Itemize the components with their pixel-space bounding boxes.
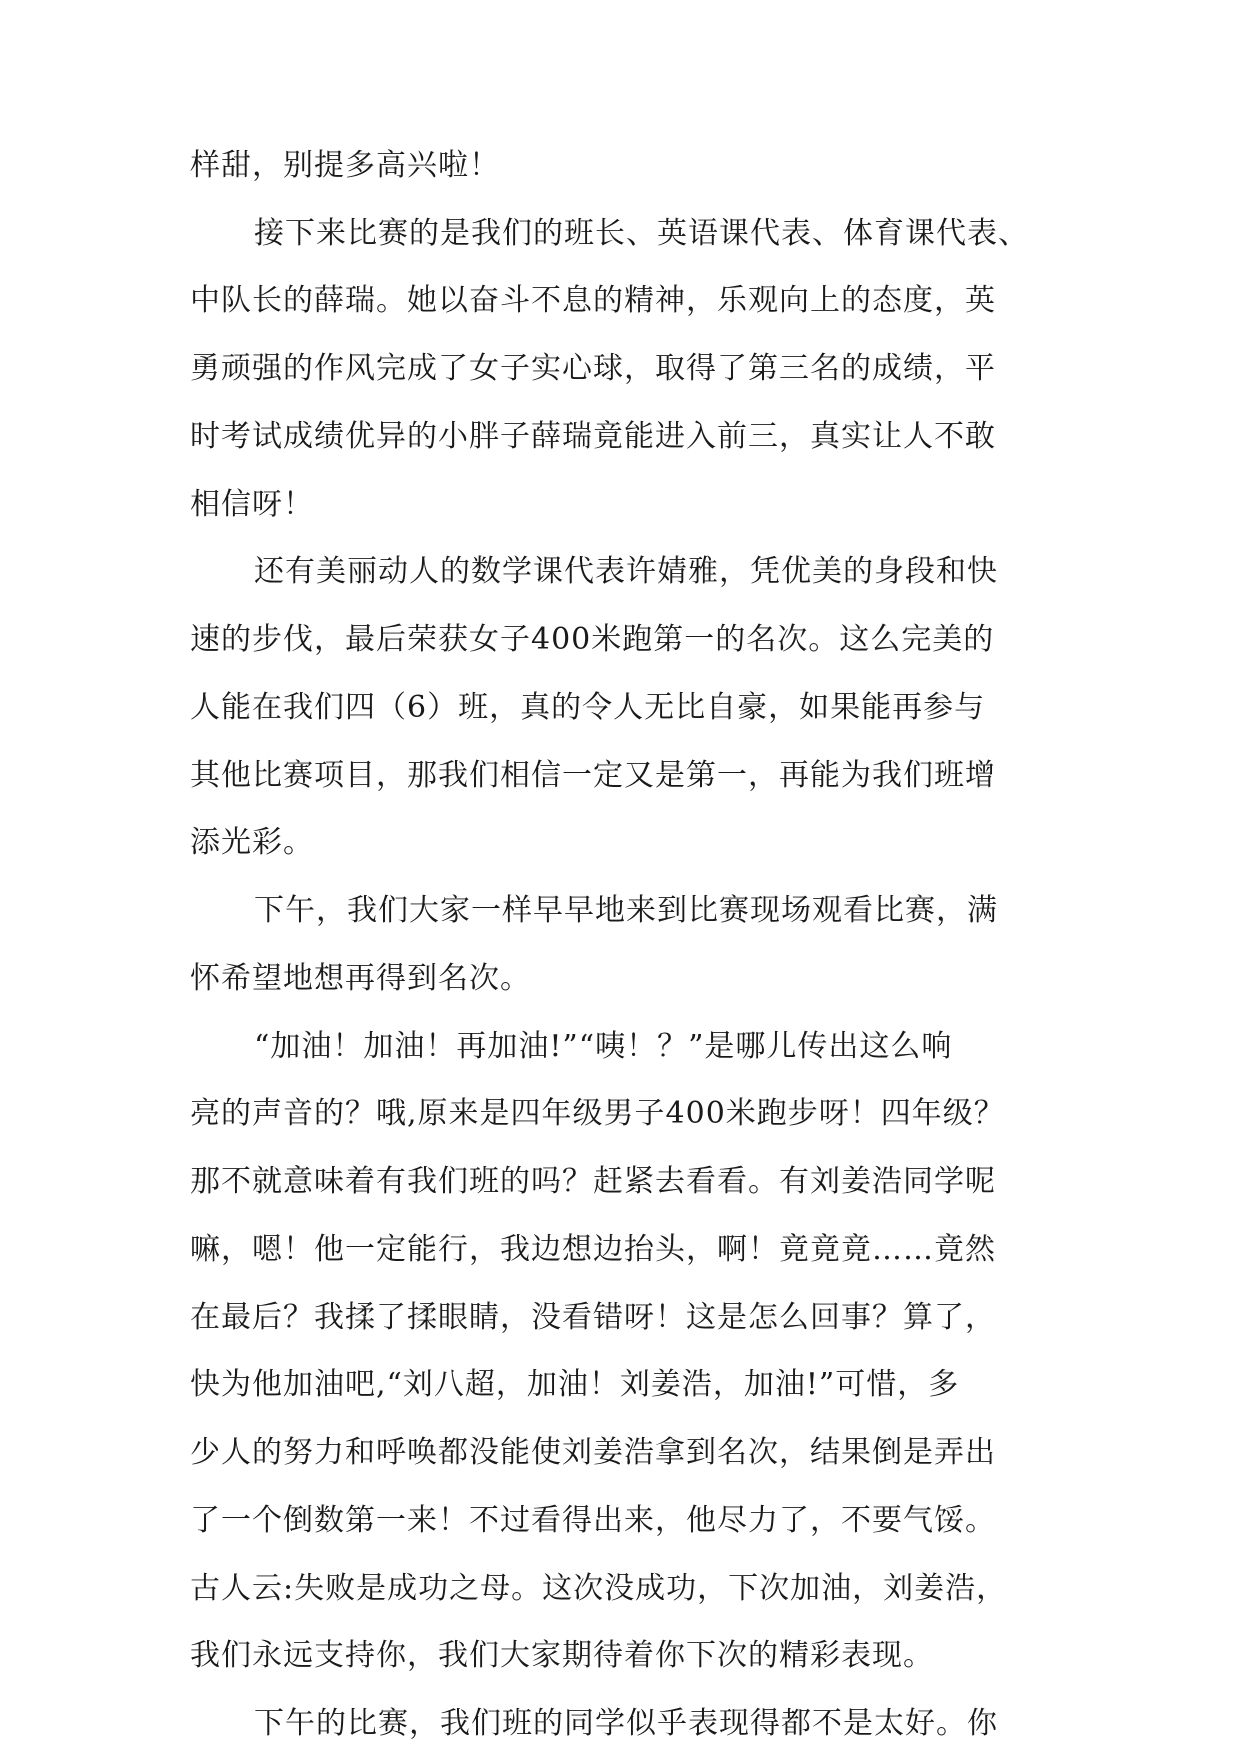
text-line: 嘛，嗯！他一定能行，我边想边抬头，啊！竟竟竟……竟然 xyxy=(190,1232,996,1267)
text-line: 我们永远支持你，我们大家期待着你下次的精彩表现。 xyxy=(190,1638,934,1673)
text-line: 亮的声音的？哦,原来是四年级男子400米跑步呀！四年级？ xyxy=(190,1096,1005,1131)
text-line: 了一个倒数第一来！不过看得出来，他尽力了，不要气馁。 xyxy=(190,1503,996,1538)
paragraph-first-line: 下午的比赛，我们班的同学似乎表现得都不是太好。你 xyxy=(254,1706,998,1741)
paragraph-first-line: 接下来比赛的是我们的班长、英语课代表、体育课代表、 xyxy=(254,216,1029,251)
text-line: 快为他加油吧,“刘八超，加油！刘姜浩，加油!”可惜，多 xyxy=(190,1367,960,1402)
text-line: 在最后？我揉了揉眼睛，没看错呀！这是怎么回事？算了， xyxy=(190,1300,996,1335)
text-line: 中队长的薛瑞。她以奋斗不息的精神，乐观向上的态度，英 xyxy=(190,283,996,318)
text-line: 添光彩。 xyxy=(190,825,314,860)
text-line: 少人的努力和呼唤都没能使刘姜浩拿到名次，结果倒是弄出 xyxy=(190,1435,996,1470)
text-line: 速的步伐，最后荣获女子400米跑第一的名次。这么完美的 xyxy=(190,622,995,657)
text-line: 那不就意味着有我们班的吗？赶紧去看看。有刘姜浩同学呢 xyxy=(190,1164,996,1199)
text-line: 勇顽强的作风完成了女子实心球，取得了第三名的成绩，平 xyxy=(190,351,996,386)
text-line: 怀希望地想再得到名次。 xyxy=(190,961,531,996)
text-line: 其他比赛项目，那我们相信一定又是第一，再能为我们班增 xyxy=(190,758,996,793)
text-line: 时考试成绩优异的小胖子薛瑞竟能进入前三，真实让人不敢 xyxy=(190,419,996,454)
text-line: 样甜，别提多高兴啦！ xyxy=(190,148,500,183)
text-line: 相信呀！ xyxy=(190,487,314,522)
paragraph-first-line: 还有美丽动人的数学课代表许婧雅，凭优美的身段和快 xyxy=(254,554,998,589)
text-line: 古人云:失败是成功之母。这次没成功，下次加油，刘姜浩， xyxy=(190,1571,1008,1606)
text-line: 人能在我们四（6）班，真的令人无比自豪，如果能再参与 xyxy=(190,690,986,725)
paragraph-first-line: “加油！加油！再加油!”“咦！？”是哪儿传出这么响 xyxy=(254,1029,953,1064)
paragraph-first-line: 下午，我们大家一样早早地来到比赛现场观看比赛，满 xyxy=(254,893,998,928)
